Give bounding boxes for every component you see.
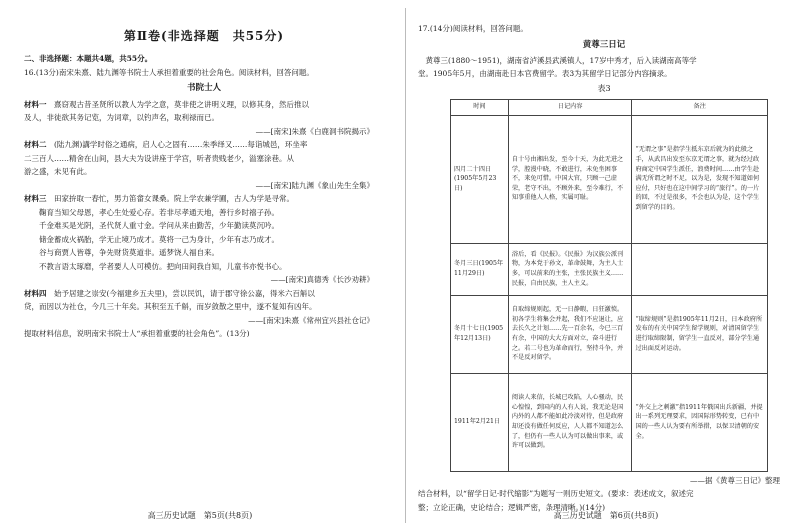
right-footer: 高三历史试题 第6页(共8页) xyxy=(553,511,659,521)
material-4-line-1: 始予居建之崇安(今福建乡五夫里)，尝以民饥，请于郡守徐公嘉，得米六百斛以 xyxy=(46,288,315,298)
table-row xyxy=(451,115,768,243)
material-3-label: 材料三 xyxy=(24,194,47,204)
diary-table xyxy=(450,99,768,472)
table-row xyxy=(451,295,768,373)
q16-title: 书院士人 xyxy=(186,83,221,94)
table-header-row xyxy=(451,99,768,115)
section-header: 二、非选择题：本题共4题，共55分。 xyxy=(24,54,153,64)
q17-intro: 17.(14分)阅读材料，回答问题。 xyxy=(418,24,528,33)
material-2-line-2: 二三百人……精舍在山间，县大夫为设讲座于学宫，听者贵贱老少，溢塞涂巷。从 xyxy=(24,153,294,163)
row-2-note xyxy=(632,243,768,295)
row-3-note: “取缔规则”是指1905年11月2日，日本政府所发布的有关中国学生留学规则，对清国留学生进行取缔限制，留学生一直反对，部分学生通过出面反对运动。 xyxy=(632,295,768,373)
material-2-line-3: 游之盛，未见有此。 xyxy=(24,167,92,177)
table-row xyxy=(451,373,768,471)
header-note: 备注 xyxy=(632,99,768,115)
material-2-label: 材料二 xyxy=(24,140,47,150)
row-1-date: 四月二十四日(1905年5月23日) xyxy=(451,115,509,243)
row-4-note: “外交上之刺激”指1911年俄国出兵新疆，并提出一系列无理要求，因国际形势转变，已有中国的一些人认为要有所举措，以保卫清朝的安全。 xyxy=(632,373,768,471)
row-3-date: 冬月十七日(1905年12月13日) xyxy=(451,295,509,373)
part-title: 第Ⅱ卷(非选择题 共55分) xyxy=(123,29,285,43)
left-footer: 高三历史试题 第5页(共8页) xyxy=(147,511,253,521)
row-2-diary: 浴后，看《民报》。《民报》为汉族公派刊物，为本党于孙文，革命鼓舞，为主人士多，可以前来的主张，主张民族主义……民报，自由民族，主人主义。 xyxy=(508,243,632,295)
table-row xyxy=(451,243,768,295)
row-3-diary: 自取缔规则起，无一日静暇，日狂激愤。初各学生将集会并起，我们不应退让，应去长久之计划……先一百余名，今已三百有余，中国的大大方面对立，奋斗进行之。若二号也为革命而行，坚持斗争，并不是反对留学。 xyxy=(508,295,632,373)
material-1-label: 材料一 xyxy=(24,99,47,109)
material-4-label: 材料四 xyxy=(24,288,47,298)
right-page xyxy=(412,0,800,531)
q17-question-line-1: 结合材料，以“留学日记·时代缩影”为题写一则历史短文。(要求：表述成文，叙述完 xyxy=(418,489,694,499)
material-3-line-1: 田家拚取一春忙，男力笛畲女课桑。院上学农兼学圃，古人为学是寻常。 xyxy=(46,194,294,204)
row-4-date: 1911年2月21日 xyxy=(451,373,509,471)
table-title: 表3 xyxy=(597,83,611,93)
material-3-line-4: 储金蓄成火祸胎，学无止境乃成才。莫将一己为身计，少年有志乃成才。 xyxy=(24,234,279,244)
material-3-line-3: 千金难买是光阴，圣代贤人重寸金。学问从来由勤苦，少年勤读莫沉吟。 xyxy=(24,221,279,231)
page-divider xyxy=(405,8,406,523)
q17-intro-line-2: 堂。1905年5月，由湖南赴日本官费留学。表3为其留学日记部分内容摘录。 xyxy=(418,69,672,79)
row-2-date: 冬月三日(1905年11月29日) xyxy=(451,243,509,295)
material-3-line-6: 不教言语太琢磨，学者要人人可模仿。把向田间我自知，儿童书亦悦书心。 xyxy=(24,261,287,271)
material-3 xyxy=(24,192,384,287)
q16-intro: 16.(13分)南宋朱熹、陆九渊等书院士人承担着重要的社会角色。阅读材料，回答问题。 xyxy=(24,67,314,77)
material-1-line-2: 及人，非徒欲其务记览，为词章，以钓声名，取利禄而已。 xyxy=(24,113,219,123)
table-source: ——据《黄尊三日记》整理 xyxy=(690,475,780,485)
header-diary: 日记内容 xyxy=(508,99,632,115)
material-2 xyxy=(24,138,384,192)
material-4-line-2: 贷，而因以为社仓，今几三十年矣。其积至五千斛，而岁敛散之里中，遂不复知有凶年。 xyxy=(24,302,317,312)
material-1-line-1: 熹窃观古昔圣贤所以教人为学之意，莫非使之讲明义理，以修其身，然后推以 xyxy=(46,99,309,109)
q17-intro-line-1: 黄尊三(1880～1951)，湖南省泸溪县武溪镇人，17岁中秀才，后入读湖南高等学 xyxy=(418,55,697,65)
material-1 xyxy=(24,98,384,139)
diary-title: 黄尊三日记 xyxy=(582,39,626,50)
row-1-note: “无谓之事”是指学生抵东京后就为的此般之手，从武昌出发至东京无谓之事，就为经过政府商定中国学生派任，浪费时间……由学生赴满无所谓之时不足，以为是，发现不知道如何应付，只好也在这中间学习的“旅行”。的一片的回，不过是很多，不会也认为是，这个学生到留学的目的。 xyxy=(632,115,768,243)
header-date: 时间 xyxy=(451,99,509,115)
material-3-source: ——[南宋]真德秀《长沙劝耕》 xyxy=(270,275,374,285)
material-4-source: ——[南宋]朱熹《常州宜兴县社仓记》 xyxy=(248,315,374,325)
row-1-diary: 自十号由湘出发，至今十天，为此无进之学，腔漫中晓，不敢进行，未免坐困事不，来免可惜。中国大官，只顾一己虚荣，老守不出，不顾外来，至今难行，不知事重他人人格，实属可耻。 xyxy=(508,115,632,243)
material-3-line-5: 谷与商贾人皆尊，争先财货莫道非。遥梦饶人福自来。 xyxy=(24,248,219,258)
material-2-line-1: (陆九渊)講学时俗之通病，启人心之固有……朱季绎又……每诣城邑，环坐率 xyxy=(46,140,308,150)
material-2-source: ——[南宋]陆九渊《象山先生全集》 xyxy=(255,180,374,190)
q16-question: 提取材料信息，说明南宋书院士人“承担着重要的社会角色”。(13分) xyxy=(24,329,250,339)
row-4-diary: 阅读人来信，长城已攻陷，人心骚动，民心惶惶，到国内的人有人说，我无论是国内外的人都不能如此冷淡对待，但是政府却还没有做任何反应，人人都不知道怎么了，但仍有一些人认为可以做出事来，或许可以做到。 xyxy=(508,373,632,471)
material-1-source: ——[南宋]朱熹《白鹿洞书院揭示》 xyxy=(255,126,374,136)
q17-question-line-2: 整；立论正确，史论结合；逻辑严密，条理清晰。)(14分) xyxy=(418,502,606,512)
material-3-line-2: 鞠育当知父母恩，孝心生处爱心存。若非尽孝通天地，善行乡时禧子孙。 xyxy=(24,207,279,217)
material-4 xyxy=(24,287,384,328)
